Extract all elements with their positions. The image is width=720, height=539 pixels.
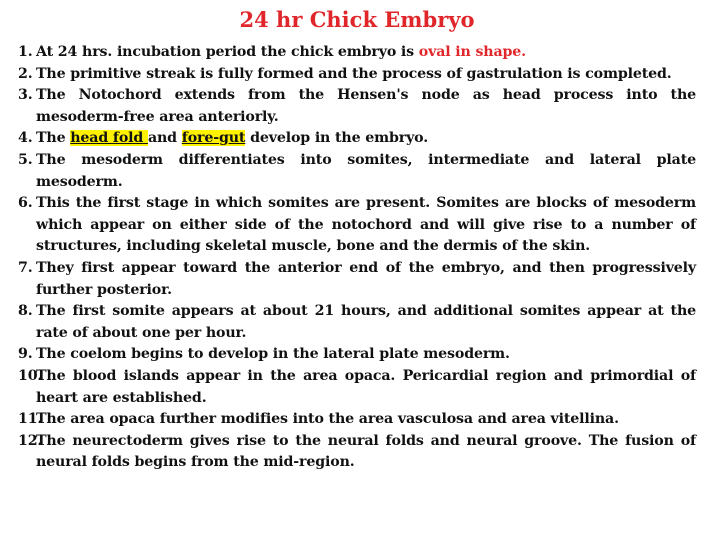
item-text: The primitive streak is fully formed and the process of gastrulation is completed.: [36, 65, 672, 82]
list-item: [18, 258, 696, 301]
item-number: 1.: [18, 44, 33, 60]
item-text: The blood islands appear in the area opaca. Pericardial region and primordial of heart are established.: [36, 367, 696, 406]
list-item: [18, 193, 696, 258]
point-list: [18, 42, 696, 474]
item-text: The area opaca further modifies into the area vasculosa and area vitellina.: [36, 411, 619, 428]
item-text-part: and: [147, 130, 182, 147]
item-text: The neurectoderm gives rise to the neural folds and neural groove. The fusion of neural folds begins from the mid-region.: [36, 432, 696, 471]
item-text: This the first stage in which somites are present. Somites are blocks of mesoderm which appear on either side of the notochord and will give rise to a number of structures, including skeletal muscle, bone and the dermis of the skin.: [36, 195, 696, 255]
item-text: [36, 42, 696, 64]
list-item: [18, 150, 696, 193]
item-number: 4.: [18, 130, 33, 147]
red-emphasis: oval in shape.: [418, 44, 526, 60]
list-item: [18, 366, 696, 409]
item-number: 12.: [18, 432, 43, 449]
list-item: [18, 301, 696, 344]
item-number: 3.: [18, 87, 33, 104]
slide-title: 24 hr Chick Embryo: [239, 7, 475, 32]
list-item: [18, 42, 696, 64]
list-item: [18, 344, 696, 366]
item-number: 7.: [18, 259, 33, 276]
item-text: The first somite appears at about 21 hours, and additional somites appear at the rate of about one per hour.: [36, 303, 696, 341]
highlighted-fore-gut: fore-gut: [181, 130, 246, 147]
item-number: 11.: [18, 411, 43, 428]
list-item: [18, 85, 696, 128]
item-number: 5.: [18, 151, 33, 168]
list-item: [18, 409, 696, 431]
item-number: 9.: [18, 346, 33, 363]
item-text-part: The: [36, 130, 71, 147]
item-text: The coelom begins to develop in the lateral plate mesoderm.: [36, 346, 510, 363]
item-number: 6.: [18, 195, 33, 212]
item-text: The Notochord extends from the Hensen's node as head process into the mesoderm-free area anteriorly.: [36, 87, 696, 125]
item-number: 2.: [18, 65, 33, 82]
item-text: [36, 128, 696, 150]
item-text: The mesoderm differentiates into somites, intermediate and lateral plate mesoderm.: [36, 151, 696, 190]
list-item: [18, 431, 696, 474]
item-text: They first appear toward the anterior end of the embryo, and then progressively further posterior.: [36, 259, 696, 298]
item-text-part: develop in the embryo.: [245, 130, 429, 147]
highlighted-head-fold: head fold: [70, 130, 148, 147]
list-item: [18, 64, 696, 86]
item-text-part: At 24 hrs. incubation period the chick embryo is: [36, 44, 419, 60]
list-item: [18, 128, 696, 150]
item-number: 8.: [18, 303, 33, 320]
item-number: 10.: [18, 367, 43, 384]
